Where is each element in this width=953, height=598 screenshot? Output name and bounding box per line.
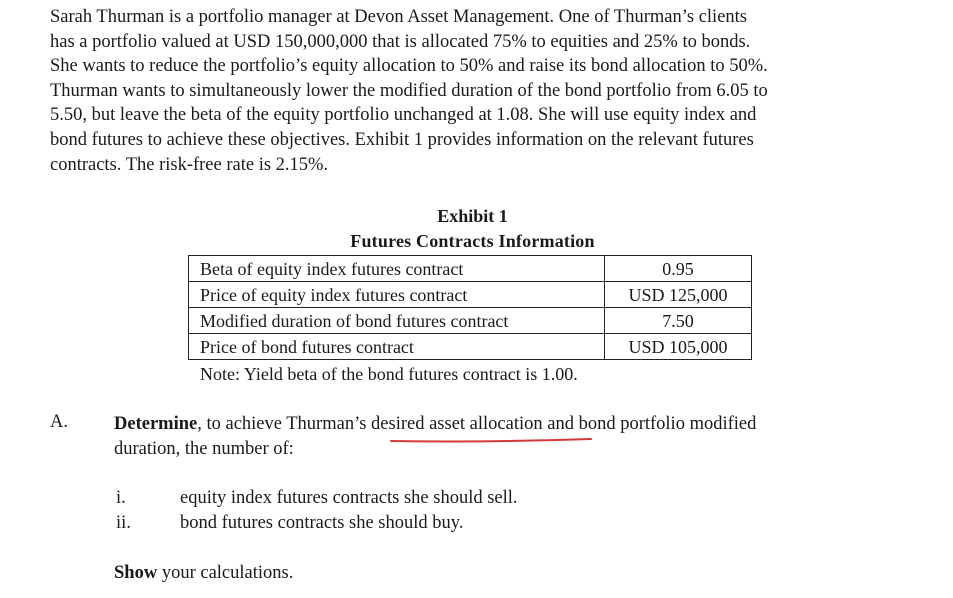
table-cell-label: Modified duration of bond futures contract: [189, 308, 605, 334]
table-cell-value: 7.50: [605, 308, 752, 334]
exhibit-label: Exhibit 1: [437, 206, 508, 226]
intro-line: 5.50, but leave the beta of the equity portfolio unchanged at 1.08. She will use equity index and: [50, 105, 757, 126]
question-letter: A.: [50, 412, 68, 432]
table-cell-label: Beta of equity index futures contract: [189, 256, 605, 282]
table-cell-value: USD 125,000: [605, 282, 752, 308]
intro-line: has a portfolio valued at USD 150,000,000 that is allocated 75% to equities and 25% to bonds.: [50, 31, 751, 52]
subpart-text: equity index futures contracts she should sell.: [180, 488, 518, 508]
question-keyword: Determine: [114, 414, 198, 434]
intro-line: Thurman wants to simultaneously lower the modified duration of the bond portfolio from 6.05 to: [50, 80, 768, 101]
table-cell-value: 0.95: [605, 256, 752, 282]
question-line-1-rest: , to achieve Thurman’s desired asset allocation and bond portfolio modified: [197, 414, 757, 434]
table-cell-label: Price of bond futures contract: [189, 334, 605, 360]
show-rest: your calculations.: [157, 563, 294, 583]
table-row: [189, 334, 752, 360]
table-cell-value: USD 105,000: [605, 334, 752, 360]
subpart-number: ii.: [116, 513, 131, 533]
intro-line: She wants to reduce the portfolio’s equity allocation to 50% and raise its bond allocation to 50%.: [50, 56, 768, 77]
intro-line: bond futures to achieve these objectives. Exhibit 1 provides information on the relevant futures: [50, 129, 754, 150]
table-row: [189, 308, 752, 334]
question-line-2: duration, the number of:: [114, 439, 294, 459]
subpart-number: i.: [116, 488, 126, 508]
question-line-1: [114, 412, 756, 437]
intro-line: Sarah Thurman is a portfolio manager at Devon Asset Management. One of Thurman’s clients: [50, 7, 748, 27]
table-note: Note: Yield beta of the bond futures contract is 1.00.: [200, 364, 578, 384]
show-calculations-instruction: [114, 563, 293, 584]
show-keyword: Show: [114, 563, 158, 583]
table-row: [189, 256, 752, 282]
futures-contracts-table: [188, 255, 752, 360]
red-underline-annotation: [390, 436, 592, 444]
exhibit-subtitle: Futures Contracts Information: [350, 231, 595, 251]
subpart-text: bond futures contracts she should buy.: [180, 513, 464, 533]
table-row: [189, 282, 752, 308]
table-cell-label: Price of equity index futures contract: [189, 282, 605, 308]
intro-paragraph: [50, 5, 910, 177]
intro-line: contracts. The risk-free rate is 2.15%.: [50, 154, 329, 175]
